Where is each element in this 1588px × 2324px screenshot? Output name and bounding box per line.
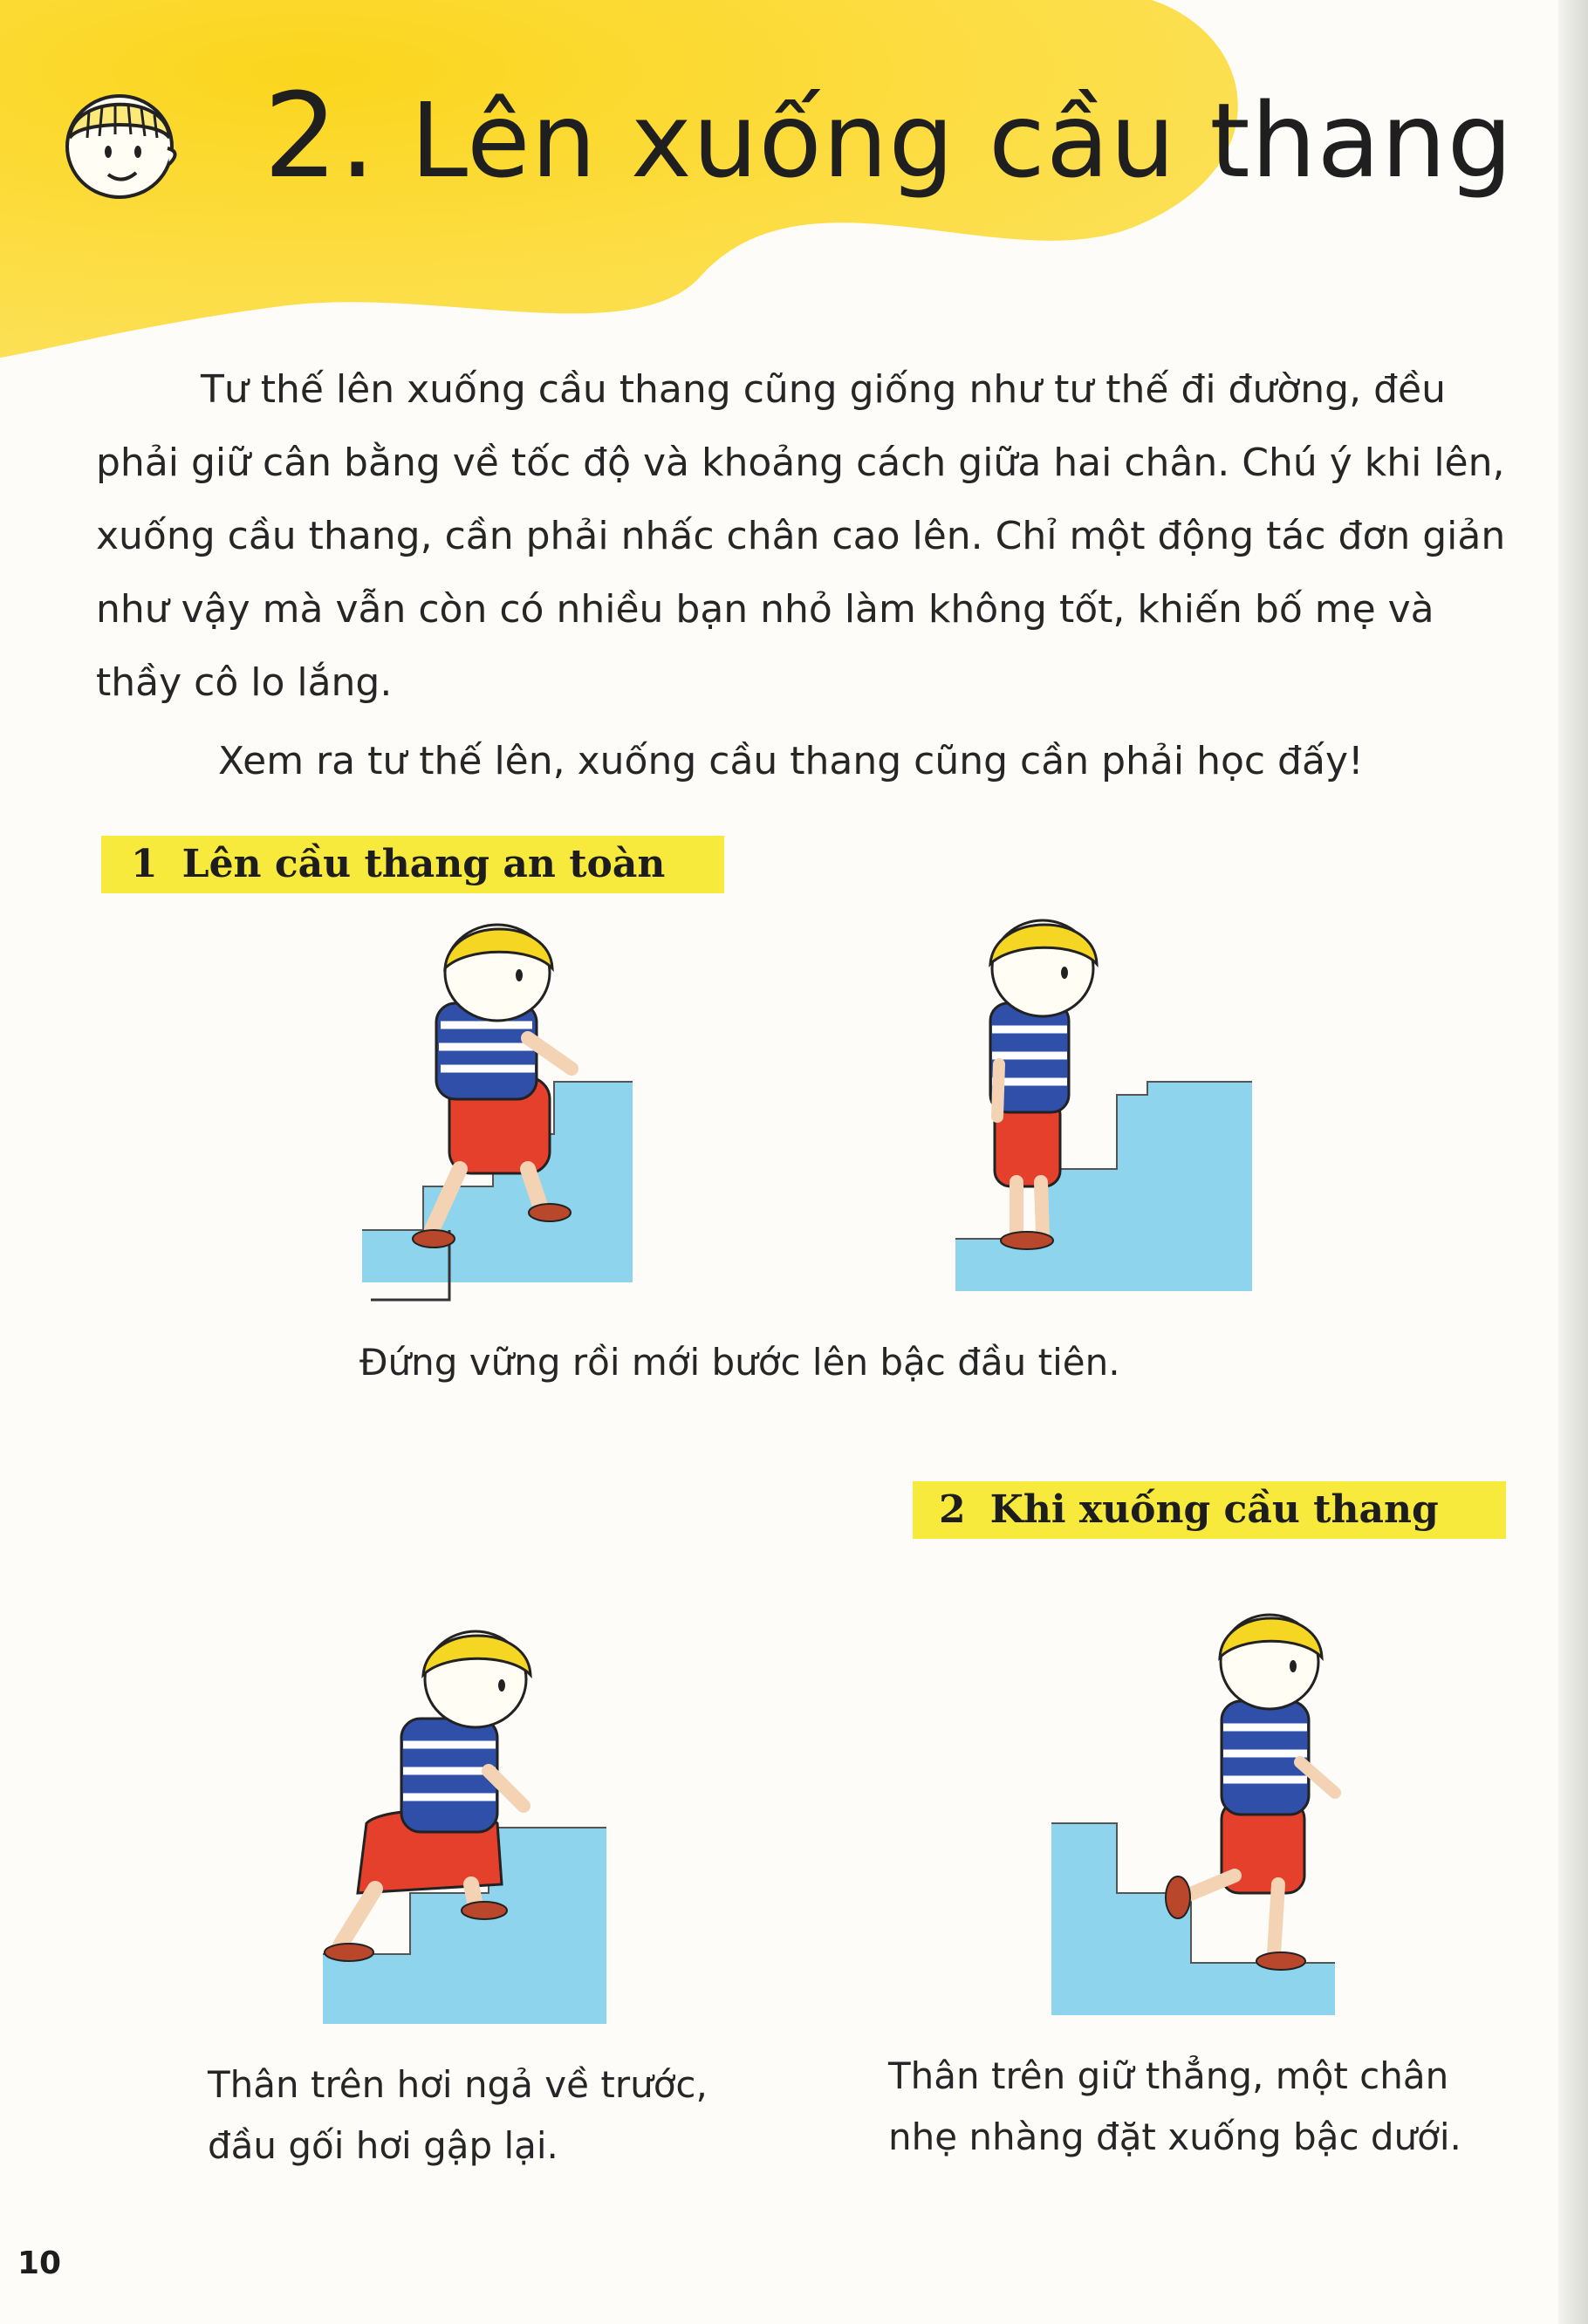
intro-paragraph-1: Tư thế lên xuống cầu thang cũng giống như tư thế đi đường, đều phải giữ cân bằng về tốc độ và khoảng cách giữa hai chân. Chú ý khi lên, xuống cầu thang, cần phải nhấc chân cao lên. Chỉ một động tác đơn giản như vậy mà vẫn còn có nhiều bạn nhỏ làm không tốt, khiến bố mẹ và thầy cô lo lắng. [96, 367, 1506, 705]
intro-paragraph-2: Xem ra tư thế lên, xuống cầu thang cũng cần phải học đấy! [218, 739, 1364, 783]
boy-standing-stairs-illustration [955, 907, 1270, 1309]
page-number: 10 [17, 2245, 62, 2281]
section-2-caption-left [208, 2054, 708, 2177]
section-1-tag [101, 836, 724, 893]
section-2-caption-right-line-1: Thân trên giữ thẳng, một chân [888, 2054, 1449, 2097]
section-2-caption-right-line-2: nhẹ nhàng đặt xuống bậc dưới. [888, 2116, 1461, 2158]
section-2-caption-left-line-1: Thân trên hơi ngả về trước, [208, 2063, 708, 2106]
section-2-caption-right [888, 2046, 1461, 2168]
boy-climbing-stairs-illustration [362, 916, 676, 1317]
section-2-tag [913, 1481, 1506, 1539]
section-2-number: 2 [939, 1487, 966, 1532]
section-1-title: Lên cầu thang an toàn [181, 842, 666, 886]
page-edge [1558, 0, 1588, 2324]
title-text: Lên xuống cầu thang [410, 80, 1514, 201]
boy-stepping-down-illustration [1038, 1596, 1370, 2033]
section-2-title: Khi xuống cầu thang [989, 1487, 1439, 1532]
section-1-number: 1 [131, 842, 158, 886]
page-title [264, 68, 1513, 204]
title-number: 2. [264, 68, 377, 204]
intro-text [96, 353, 1527, 798]
section-1-caption: Đứng vững rồi mới bước lên bậc đầu tiên. [359, 1341, 1120, 1384]
boy-leaning-forward-illustration [305, 1605, 654, 2041]
mascot-face-icon [54, 77, 185, 208]
section-2-caption-left-line-2: đầu gối hơi gập lại. [208, 2124, 558, 2167]
